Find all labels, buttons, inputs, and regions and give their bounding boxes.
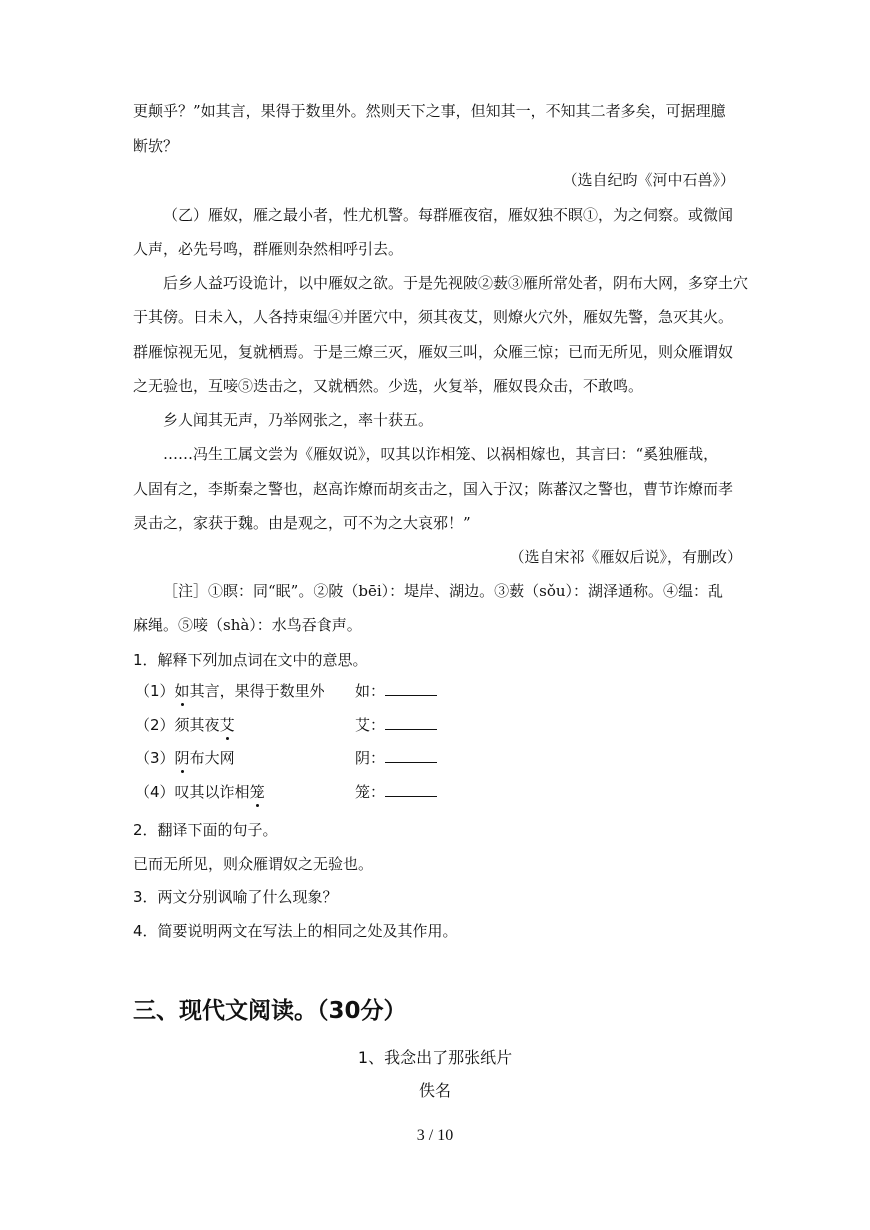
note-line-1: ［注］①瞑：同“眠”。②陂（bēi）：堤岸、湖边。③薮（sǒu）：湖泽通称。④缊：乱	[163, 582, 724, 600]
question-1: 1．解释下列加点词在文中的意思。	[133, 651, 368, 669]
dotted-word: 艾	[219, 716, 235, 734]
passage-b-p2-line-3: 群雁惊视无见，复就栖焉。于是三燎三灭，雁奴三叫，众雁三惊；已而无所见，则众雁谓奴	[133, 343, 734, 361]
answer-blank[interactable]	[385, 681, 437, 696]
passage-b-source: （选自宋祁《雁奴后说》，有删改）	[509, 548, 742, 566]
passage-b-p2-line-4: 之无验也，互唼⑤迭击之，又就栖然。少选，火复举，雁奴畏众击，不敢鸣。	[133, 377, 644, 395]
page-number: 3 / 10	[416, 1127, 454, 1144]
dotted-word: 阴	[174, 749, 190, 767]
passage-a-source: （选自纪昀《河中石兽》）	[562, 171, 735, 189]
q1-item-2-answer: 艾：	[355, 714, 437, 735]
q1-item-1-answer: 如：	[355, 680, 437, 701]
passage-b-p4-line-3: 灵击之，家获于魏。由是观之，可不为之大哀邪！”	[133, 514, 471, 532]
passage-b-p3: 乡人闻其无声，乃举网张之，率十获五。	[163, 411, 434, 429]
article-author: 佚名	[418, 1081, 451, 1100]
article-title: 1、我念出了那张纸片	[357, 1048, 513, 1067]
q1-item-2: （2）须其夜艾	[135, 716, 235, 734]
passage-b-p4-line-2: 人固有之，李斯秦之警也，赵高诈燎而胡亥击之，国入于汉；陈蕃汉之警也，曹节诈燎而孝	[133, 480, 734, 498]
q1-item-4-answer: 笼：	[355, 781, 437, 802]
passage-b-p1-line-1: （乙）雁奴，雁之最小者，性尤机警。每群雁夜宿，雁奴独不瞑①，为之伺察。或微闻	[163, 206, 734, 224]
question-2: 2．翻译下面的句子。	[133, 821, 278, 839]
passage-a-line-2: 断欤？	[133, 137, 179, 155]
section-title: 三、现代文阅读。（30分）	[133, 998, 407, 1024]
dotted-word: 如	[174, 682, 190, 700]
passage-a-line-1: 更颠乎？”如其言，果得于数里外。然则天下之事，但知其一，不知其二者多矣，可据理臆	[133, 102, 726, 120]
q1-item-4: （4）叹其以诈相笼	[135, 783, 265, 801]
passage-b-p2-line-1: 后乡人益巧设诡计，以中雁奴之欲。于是先视陂②薮③雁所常处者，阴布大网，多穿土穴	[163, 274, 749, 292]
answer-blank[interactable]	[385, 782, 437, 797]
answer-blank[interactable]	[385, 748, 437, 763]
passage-b-p2-line-2: 于其傍。日未入，人各持束缊④并匿穴中，须其夜艾，则燎火穴外，雁奴先警，急灭其火。	[133, 308, 734, 326]
passage-b-p4-line-1: ……冯生工属文尝为《雁奴说》，叹其以诈相笼、以祸相嫁也，其言曰：“奚独雁哉，	[163, 445, 719, 463]
note-line-2: 麻绳。⑤唼（shà）：水鸟吞食声。	[133, 616, 362, 634]
q1-item-3: （3）阴布大网	[135, 749, 235, 767]
question-4: 4．简要说明两文在写法上的相同之处及其作用。	[133, 922, 458, 940]
q1-item-1: （1）如其言，果得于数里外	[135, 682, 325, 700]
passage-b-p1-line-2: 人声，必先号鸣，群雁则杂然相呼引去。	[133, 240, 404, 258]
answer-blank[interactable]	[385, 715, 437, 730]
question-2-sentence: 已而无所见，则众雁谓奴之无验也。	[133, 855, 374, 873]
q1-item-3-answer: 阴：	[355, 747, 437, 768]
question-3: 3．两文分别讽喻了什么现象？	[133, 888, 338, 906]
dotted-word: 笼	[249, 783, 265, 801]
